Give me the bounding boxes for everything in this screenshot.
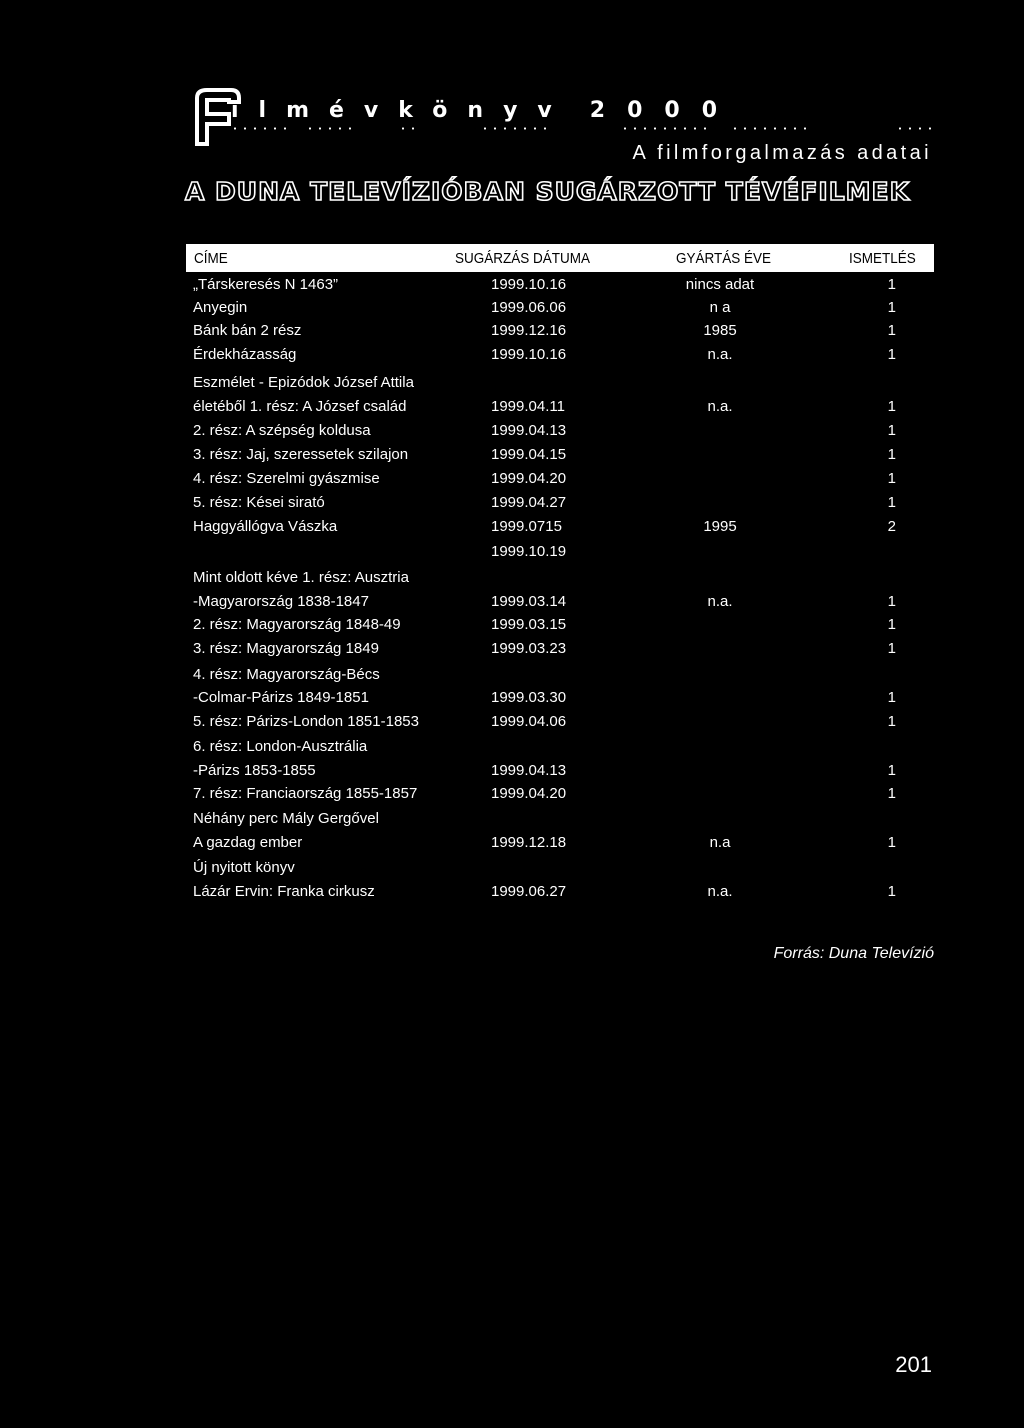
row-title: 3. rész: Magyarország 1849 <box>193 640 379 657</box>
row-year: n.a. <box>707 883 733 900</box>
table-row <box>0 276 1024 300</box>
row-title: Lázár Ervin: Franka cirkusz <box>193 883 375 900</box>
row-title: életéből 1. rész: A József család <box>193 398 407 415</box>
row-repeat: 1 <box>887 713 896 730</box>
table-row <box>0 569 1024 593</box>
row-repeat: 1 <box>887 762 896 779</box>
row-repeat: 1 <box>887 616 896 633</box>
row-date: 1999.10.16 <box>491 346 567 363</box>
row-repeat: 1 <box>887 883 896 900</box>
row-repeat: 1 <box>887 346 896 363</box>
row-year: n a <box>709 299 731 316</box>
dotted-divider-1 <box>230 127 290 130</box>
column-header-year: GYÁRTÁS ÉVE <box>676 250 772 267</box>
row-repeat: 1 <box>887 322 896 339</box>
row-title: Eszmélet - Epizódok József Attila <box>193 374 414 391</box>
row-title: „Társkeresés N 1463” <box>193 276 339 293</box>
brand-word: ilmévkönyv <box>231 98 572 123</box>
row-date: 1999.12.18 <box>491 834 567 851</box>
row-year: 1995 <box>703 518 737 535</box>
row-repeat: 1 <box>887 276 896 293</box>
row-year: n.a. <box>707 346 733 363</box>
row-date: 1999.03.15 <box>491 616 567 633</box>
row-title: Új nyitott könyv <box>193 859 295 876</box>
source-note: Forrás: Duna Televízió <box>773 945 934 962</box>
row-title: 2. rész: Magyarország 1848-49 <box>193 616 401 633</box>
row-date: 1999.04.06 <box>491 713 567 730</box>
row-date: 1999.04.11 <box>491 398 565 415</box>
row-year: n.a. <box>707 398 733 415</box>
table-row <box>0 666 1024 690</box>
row-repeat: 1 <box>887 299 896 316</box>
table-row <box>0 322 1024 346</box>
table-header <box>186 244 934 272</box>
row-repeat: 1 <box>887 785 896 802</box>
table-row <box>0 810 1024 834</box>
row-title: -Párizs 1853-1855 <box>193 762 316 779</box>
table-row <box>0 640 1024 664</box>
row-repeat: 1 <box>887 640 896 657</box>
table-row <box>0 518 1024 542</box>
dotted-divider-6 <box>730 127 810 130</box>
row-repeat: 1 <box>887 422 896 439</box>
table-row <box>0 494 1024 518</box>
table-row <box>0 446 1024 470</box>
row-title: Bánk bán 2 rész <box>193 322 302 339</box>
row-repeat: 1 <box>887 398 896 415</box>
dotted-divider-4 <box>480 127 550 130</box>
row-title: Érdekházasság <box>193 346 297 363</box>
row-title: A gazdag ember <box>193 834 303 851</box>
table-row <box>0 785 1024 809</box>
row-date: 1999.03.30 <box>491 689 567 706</box>
row-date: 1999.10.19 <box>491 543 567 560</box>
brand-title <box>231 98 739 123</box>
row-date: 1999.04.15 <box>491 446 567 463</box>
column-header-repeat: ISMETLÉS <box>849 250 916 267</box>
table-row <box>0 738 1024 762</box>
row-date: 1999.04.13 <box>491 422 567 439</box>
row-date: 1999.04.20 <box>491 785 567 802</box>
row-date: 1999.04.13 <box>491 762 567 779</box>
row-title: Mint oldott kéve 1. rész: Ausztria <box>193 569 409 586</box>
table-row <box>0 616 1024 640</box>
row-date: 1999.03.14 <box>491 593 567 610</box>
dotted-divider-2 <box>305 127 355 130</box>
row-date: 1999.03.23 <box>491 640 567 657</box>
row-repeat: 1 <box>887 834 896 851</box>
table-row <box>0 470 1024 494</box>
page-subtitle: A filmforgalmazás adatai <box>632 142 932 164</box>
row-title: 4. rész: Magyarország-Bécs <box>193 666 380 683</box>
table-row <box>0 398 1024 422</box>
row-title: -Magyarország 1838-1847 <box>193 593 369 610</box>
dotted-divider-3 <box>398 127 418 130</box>
brand-year: 2000 <box>589 98 739 123</box>
row-repeat: 1 <box>887 446 896 463</box>
table-row <box>0 762 1024 786</box>
table-row <box>0 543 1024 567</box>
table-row <box>0 346 1024 370</box>
row-year: n.a <box>709 834 731 851</box>
row-title: 3. rész: Jaj, szeressetek szilajon <box>193 446 409 463</box>
row-title: Haggyállógva Vászka <box>193 518 338 535</box>
row-date: 1999.0715 <box>491 518 562 535</box>
row-year: 1985 <box>703 322 737 339</box>
dotted-divider-7 <box>895 127 935 130</box>
table-row <box>0 859 1024 883</box>
row-title: 2. rész: A szépség koldusa <box>193 422 371 439</box>
row-repeat: 2 <box>887 518 896 535</box>
row-date: 1999.04.27 <box>491 494 567 511</box>
dotted-divider-5 <box>620 127 710 130</box>
column-header-date: SUGÁRZÁS DÁTUMA <box>455 250 591 267</box>
table-row <box>0 374 1024 398</box>
row-date: 1999.10.16 <box>491 276 567 293</box>
row-repeat: 1 <box>887 494 896 511</box>
row-date: 1999.06.27 <box>491 883 567 900</box>
section-title: A DUNA TELEVÍZIÓBAN SUGÁRZOTT TÉVÉFILMEK <box>185 177 910 206</box>
row-year: n.a. <box>707 593 733 610</box>
table-row <box>0 689 1024 713</box>
row-title: 5. rész: Kései sirató <box>193 494 325 511</box>
table-row <box>0 834 1024 858</box>
row-title: 5. rész: Párizs-London 1851-1853 <box>193 713 419 730</box>
row-repeat: 1 <box>887 689 896 706</box>
page-number: 201 <box>895 1352 932 1377</box>
row-date: 1999.12.16 <box>491 322 567 339</box>
row-date: 1999.06.06 <box>491 299 567 316</box>
row-title: 7. rész: Franciaország 1855-1857 <box>193 785 418 802</box>
row-date: 1999.04.20 <box>491 470 567 487</box>
column-header-title: CÍME <box>194 250 228 267</box>
row-title: 6. rész: London-Ausztrália <box>193 738 368 755</box>
row-year: nincs adat <box>685 276 755 293</box>
row-title: Néhány perc Mály Gergővel <box>193 810 379 827</box>
row-repeat: 1 <box>887 470 896 487</box>
row-title: Anyegin <box>193 299 248 316</box>
row-repeat: 1 <box>887 593 896 610</box>
table-row <box>0 422 1024 446</box>
table-row <box>0 883 1024 907</box>
row-title: -Colmar-Párizs 1849-1851 <box>193 689 369 706</box>
table-row <box>0 593 1024 617</box>
table-row <box>0 713 1024 737</box>
table-row <box>0 299 1024 323</box>
row-title: 4. rész: Szerelmi gyászmise <box>193 470 380 487</box>
